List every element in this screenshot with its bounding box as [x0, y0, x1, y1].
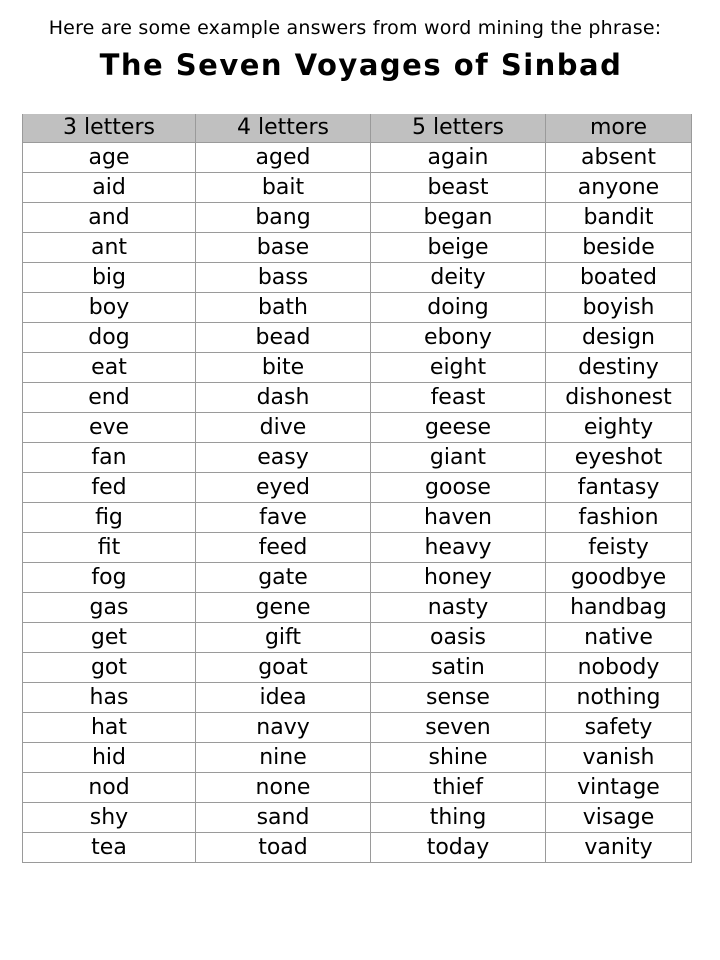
table-row	[23, 833, 692, 863]
three-letter-word: nod	[23, 773, 196, 803]
three-letter-word: and	[23, 203, 196, 233]
three-letter-word: eat	[23, 353, 196, 383]
four-letter-word: gene	[196, 593, 371, 623]
four-letter-word: feed	[196, 533, 371, 563]
five-letter-word: shine	[371, 743, 546, 773]
five-letter-word: doing	[371, 293, 546, 323]
word-table	[22, 114, 692, 863]
table-row	[23, 173, 692, 203]
three-letter-word: ant	[23, 233, 196, 263]
longer-word: fashion	[546, 503, 692, 533]
five-letter-word: thing	[371, 803, 546, 833]
five-letter-word: began	[371, 203, 546, 233]
five-letter-word: haven	[371, 503, 546, 533]
five-letter-word: satin	[371, 653, 546, 683]
longer-word: vanish	[546, 743, 692, 773]
table-row	[23, 473, 692, 503]
four-letter-word: fave	[196, 503, 371, 533]
four-letter-word: aged	[196, 143, 371, 173]
four-letter-word: bead	[196, 323, 371, 353]
three-letter-word: fed	[23, 473, 196, 503]
five-letter-word: heavy	[371, 533, 546, 563]
table-row	[23, 563, 692, 593]
table-row	[23, 233, 692, 263]
table-row	[23, 803, 692, 833]
longer-word: safety	[546, 713, 692, 743]
table-row	[23, 593, 692, 623]
four-letter-word: gate	[196, 563, 371, 593]
three-letter-word: has	[23, 683, 196, 713]
four-letter-word: nine	[196, 743, 371, 773]
longer-word: eyeshot	[546, 443, 692, 473]
table-row	[23, 503, 692, 533]
four-letter-word: dive	[196, 413, 371, 443]
longer-word: feisty	[546, 533, 692, 563]
three-letter-word: end	[23, 383, 196, 413]
four-letter-word: eyed	[196, 473, 371, 503]
four-letter-word: toad	[196, 833, 371, 863]
three-letter-word: hat	[23, 713, 196, 743]
longer-word: nothing	[546, 683, 692, 713]
table-row	[23, 143, 692, 173]
table-row	[23, 623, 692, 653]
three-letter-word: dog	[23, 323, 196, 353]
table-row	[23, 533, 692, 563]
three-letter-word: got	[23, 653, 196, 683]
header-more: more	[546, 114, 692, 143]
five-letter-word: sense	[371, 683, 546, 713]
table-row	[23, 773, 692, 803]
four-letter-word: bang	[196, 203, 371, 233]
five-letter-word: ebony	[371, 323, 546, 353]
five-letter-word: feast	[371, 383, 546, 413]
table-row	[23, 353, 692, 383]
four-letter-word: bait	[196, 173, 371, 203]
longer-word: goodbye	[546, 563, 692, 593]
table-row	[23, 413, 692, 443]
table-row	[23, 263, 692, 293]
four-letter-word: bass	[196, 263, 371, 293]
longer-word: boyish	[546, 293, 692, 323]
five-letter-word: thief	[371, 773, 546, 803]
four-letter-word: base	[196, 233, 371, 263]
table-row	[23, 653, 692, 683]
four-letter-word: none	[196, 773, 371, 803]
header-3-letters: 3 letters	[23, 114, 196, 143]
five-letter-word: today	[371, 833, 546, 863]
three-letter-word: hid	[23, 743, 196, 773]
four-letter-word: easy	[196, 443, 371, 473]
five-letter-word: seven	[371, 713, 546, 743]
page-title: The Seven Voyages of Sinbad	[99, 48, 623, 82]
three-letter-word: boy	[23, 293, 196, 323]
longer-word: boated	[546, 263, 692, 293]
table-row	[23, 203, 692, 233]
header-4-letters: 4 letters	[196, 114, 371, 143]
five-letter-word: deity	[371, 263, 546, 293]
five-letter-word: eight	[371, 353, 546, 383]
three-letter-word: gas	[23, 593, 196, 623]
table-row	[23, 323, 692, 353]
three-letter-word: fig	[23, 503, 196, 533]
three-letter-word: aid	[23, 173, 196, 203]
three-letter-word: shy	[23, 803, 196, 833]
longer-word: absent	[546, 143, 692, 173]
table-row	[23, 383, 692, 413]
longer-word: vanity	[546, 833, 692, 863]
table-row	[23, 713, 692, 743]
four-letter-word: goat	[196, 653, 371, 683]
longer-word: eighty	[546, 413, 692, 443]
longer-word: anyone	[546, 173, 692, 203]
five-letter-word: beast	[371, 173, 546, 203]
four-letter-word: gift	[196, 623, 371, 653]
five-letter-word: honey	[371, 563, 546, 593]
longer-word: dishonest	[546, 383, 692, 413]
five-letter-word: again	[371, 143, 546, 173]
four-letter-word: sand	[196, 803, 371, 833]
five-letter-word: goose	[371, 473, 546, 503]
table-row	[23, 443, 692, 473]
table-row	[23, 683, 692, 713]
three-letter-word: eve	[23, 413, 196, 443]
three-letter-word: big	[23, 263, 196, 293]
longer-word: fantasy	[546, 473, 692, 503]
longer-word: visage	[546, 803, 692, 833]
four-letter-word: bite	[196, 353, 371, 383]
five-letter-word: geese	[371, 413, 546, 443]
three-letter-word: fit	[23, 533, 196, 563]
three-letter-word: tea	[23, 833, 196, 863]
longer-word: beside	[546, 233, 692, 263]
four-letter-word: idea	[196, 683, 371, 713]
five-letter-word: nasty	[371, 593, 546, 623]
header-5-letters: 5 letters	[371, 114, 546, 143]
three-letter-word: get	[23, 623, 196, 653]
five-letter-word: giant	[371, 443, 546, 473]
intro-text: Here are some example answers from word mining the phrase:	[48, 17, 662, 39]
five-letter-word: beige	[371, 233, 546, 263]
longer-word: bandit	[546, 203, 692, 233]
table-row	[23, 743, 692, 773]
longer-word: handbag	[546, 593, 692, 623]
four-letter-word: bath	[196, 293, 371, 323]
four-letter-word: navy	[196, 713, 371, 743]
header-row	[23, 114, 692, 143]
three-letter-word: fan	[23, 443, 196, 473]
longer-word: native	[546, 623, 692, 653]
five-letter-word: oasis	[371, 623, 546, 653]
three-letter-word: fog	[23, 563, 196, 593]
longer-word: vintage	[546, 773, 692, 803]
longer-word: destiny	[546, 353, 692, 383]
longer-word: design	[546, 323, 692, 353]
four-letter-word: dash	[196, 383, 371, 413]
table-row	[23, 293, 692, 323]
longer-word: nobody	[546, 653, 692, 683]
word-rows	[23, 143, 692, 863]
three-letter-word: age	[23, 143, 196, 173]
